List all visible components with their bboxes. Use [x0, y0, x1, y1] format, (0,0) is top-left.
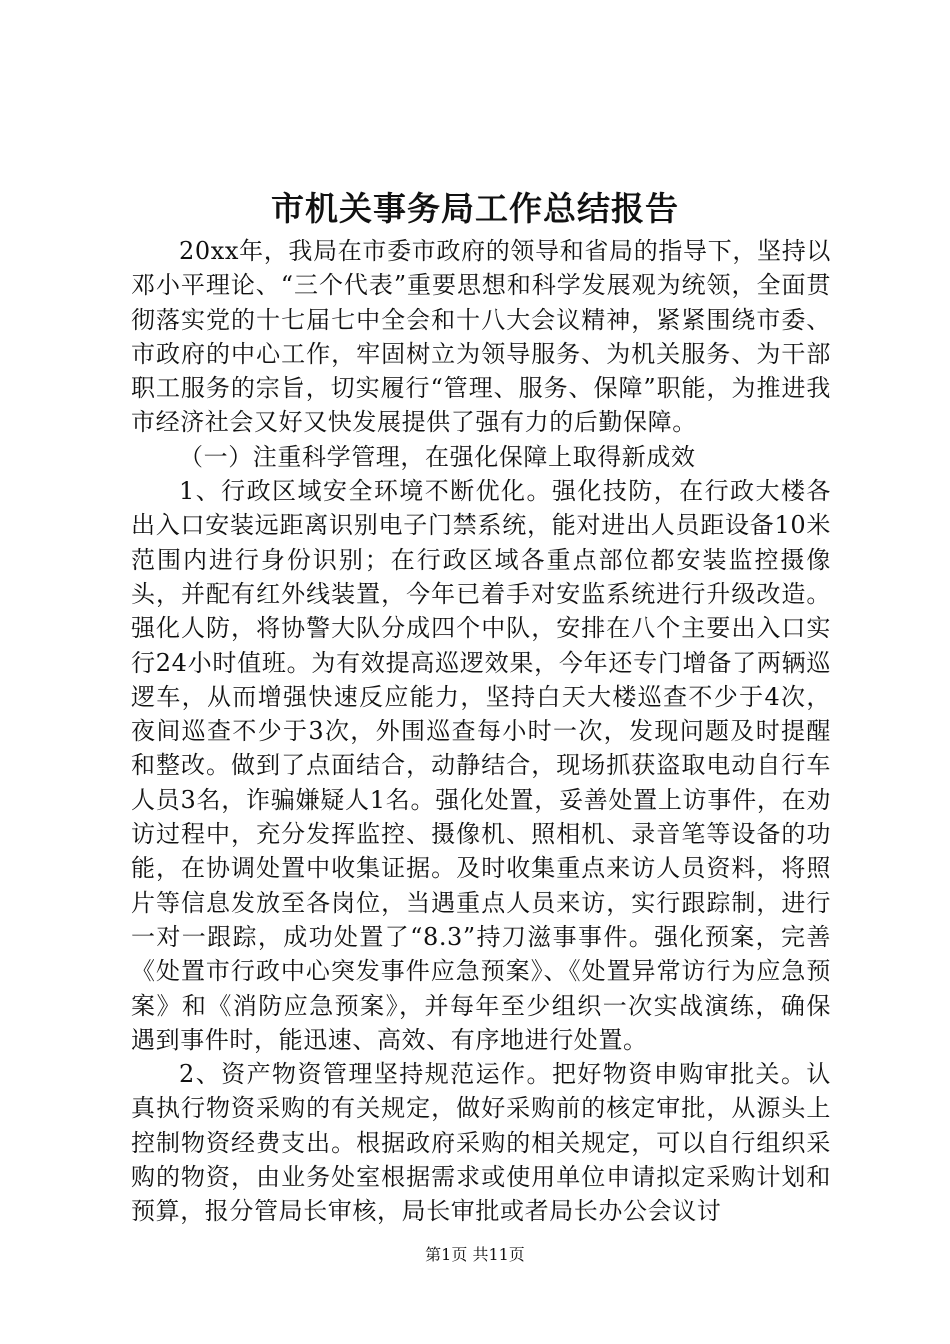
page-footer: 第1页 共11页	[425, 1245, 525, 1264]
intro-paragraph: 20xx年，我局在市委市政府的领导和省局的指导下，坚持以邓小平理论、“三个代表”重要思想和科学发展观为统领，全面贯彻落实党的十七届七中全会和十八大会议精神，紧紧围绕市委、市政府的中心工作，牢固树立为领导服务、为机关服务、为干部职工服务的宗旨，切实履行“管理、服务、保障”职能，为推进我市经济社会又好又快发展提供了强有力的后勤保障。	[131, 237, 831, 437]
document-body	[131, 234, 831, 1229]
asset-management-paragraph: 2、资产物资管理坚持规范运作。把好物资申购审批关。认真执行物资采购的有关规定，做好采购前的核定审批，从源头上控制物资经费支出。根据政府采购的相关规定，可以自行组织采购的物资，由业务处室根据需求或使用单位申请拟定采购计划和预算，报分管局长审核，局长审批或者局长办公会议讨	[131, 1060, 831, 1226]
security-paragraph: 1、行政区域安全环境不断优化。强化技防，在行政大楼各出入口安装远距离识别电子门禁系统，能对进出人员距设备10米范围内进行身份识别；在行政区域各重点部位都安装监控摄像头，并配有红外线装置，今年已着手对安监系统进行升级改造。强化人防，将协警大队分成四个中队，安排在八个主要出入口实行24小时值班。为有效提高巡逻效果，今年还专门增备了两辆巡逻车，从而增强快速反应能力，坚持白天大楼巡查不少于4次，夜间巡查不少于3次，外围巡查每小时一次，发现问题及时提醒和整改。做到了点面结合，动静结合，现场抓获盗取电动自行车人员3名，诈骗嫌疑人1名。强化处置，妥善处置上访事件，在劝访过程中，充分发挥监控、摄像机、照相机、录音笔等设备的功能，在协调处置中收集证据。及时收集重点来访人员资料，将照片等信息发放至各岗位，当遇重点人员来访，实行跟踪制，进行一对一跟踪，成功处置了“8.3”持刀滋事事件。强化预案，完善《处置市行政中心突发事件应急预案》、《处置异常访行为应急预案》和《消防应急预案》，并每年至少组织一次实战演练，确保遇到事件时，能迅速、高效、有序地进行处置。	[131, 477, 831, 1054]
document-title: 市机关事务局工作总结报告	[271, 189, 679, 228]
section-heading: （一）注重科学管理，在强化保障上取得新成效	[179, 442, 696, 471]
